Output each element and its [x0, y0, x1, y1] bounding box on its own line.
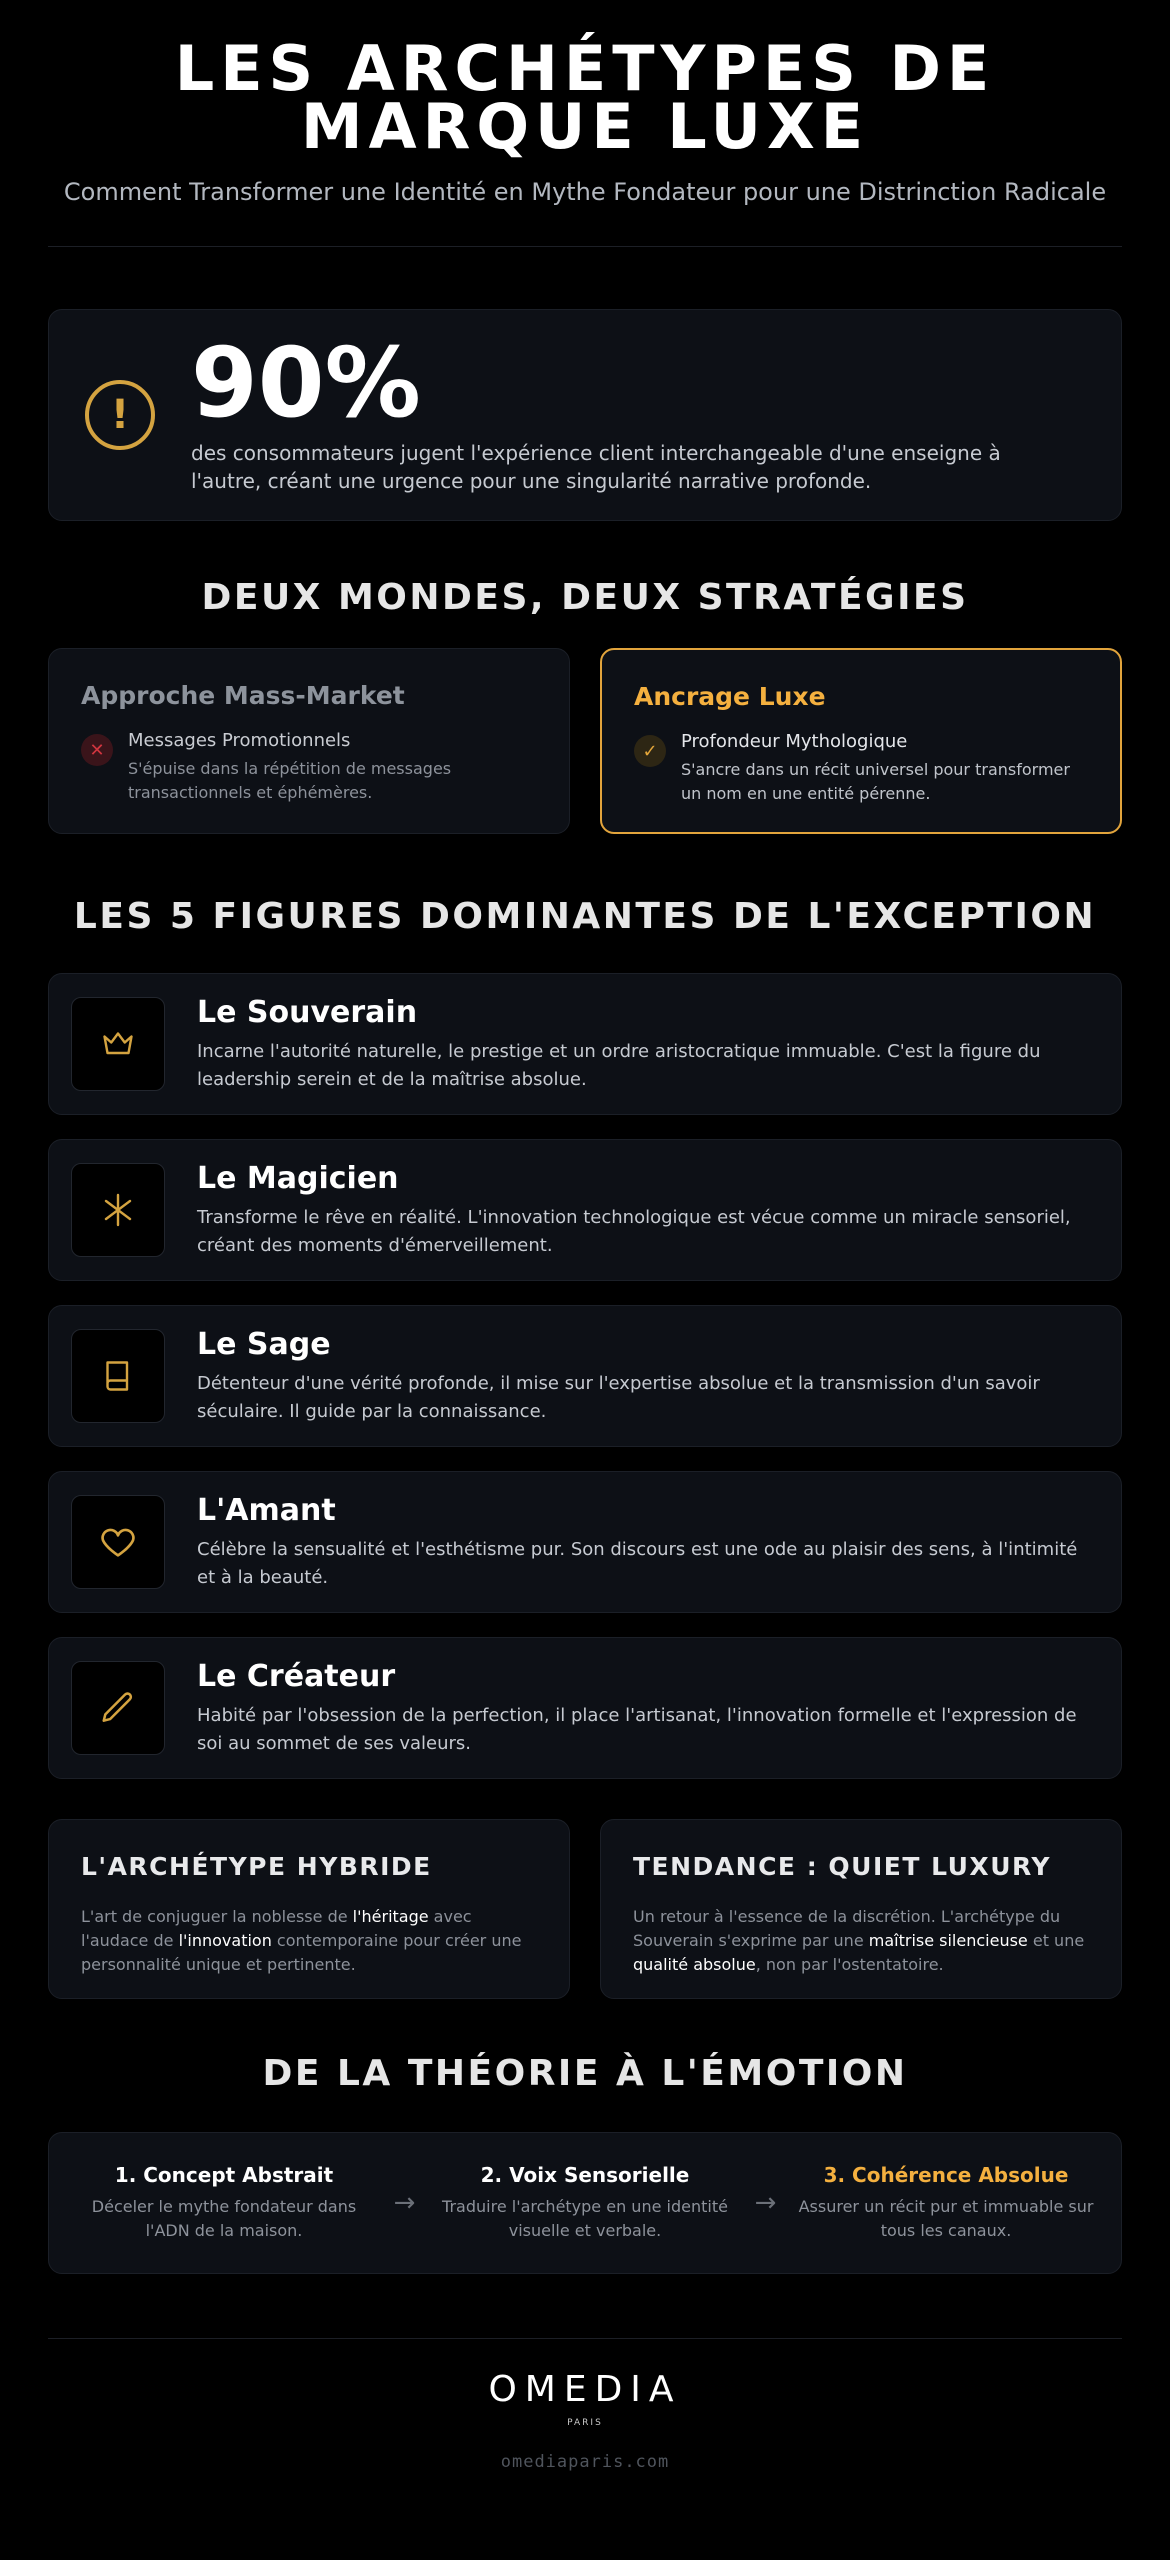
luxe-card — [600, 648, 1122, 834]
figure-name: Le Sage — [197, 1326, 331, 1362]
stat-description: des consommateurs jugent l'expérience client interchangeable d'une enseigne à l'autre, créant une urgence pour une singularité narrative profonde. — [191, 441, 1001, 493]
step-description: Traduire l'archétype en une identité visuelle et verbale. — [442, 2197, 728, 2240]
arrow-right-icon: → — [393, 2188, 416, 2218]
figure-card — [48, 1637, 1122, 1779]
luxe-item-desc: S'ancre dans un récit universel pour transformer un nom en une entité pérenne. — [681, 760, 1070, 803]
quiet-luxury-title: TENDANCE : QUIET LUXURY — [633, 1852, 1051, 1881]
process-step — [69, 2163, 379, 2243]
process-steps — [48, 2132, 1122, 2274]
website-link[interactable]: omediaparis.com — [500, 2452, 670, 2472]
arrow-right-icon: → — [754, 2188, 777, 2218]
figure-name: Le Magicien — [197, 1160, 399, 1196]
strategy-comparison — [48, 648, 1122, 834]
figure-card — [48, 1305, 1122, 1447]
figure-name: Le Souverain — [197, 994, 418, 1030]
check-icon: ✓ — [634, 735, 666, 767]
step-description: Déceler le mythe fondateur dans l'ADN de la maison. — [91, 2197, 357, 2240]
quiet-luxury-text: Un retour à l'essence de la discrétion. L'archétype du Souverain s'exprime par une maîtrise silencieuse et une qualité absolue, non par l'ostentatoire. — [633, 1907, 1085, 1974]
alert-circle-icon: ! — [85, 380, 155, 450]
figure-description: Transforme le rêve en réalité. L'innovation technologique est vécue comme un miracle sensoriel, créant des moments d'émerveillement. — [197, 1206, 1071, 1256]
book-icon — [71, 1329, 165, 1423]
pen-icon — [71, 1661, 165, 1755]
figure-description: Habité par l'obsession de la perfection, il place l'artisanat, l'innovation formelle et l'expression de soi au sommet de ses valeurs. — [197, 1704, 1077, 1754]
brand-city: PARIS — [567, 2418, 603, 2428]
divider — [48, 246, 1122, 247]
crown-icon — [71, 997, 165, 1091]
stat-card — [48, 309, 1122, 521]
mass-market-title: Approche Mass-Market — [81, 681, 405, 710]
page-subtitle: Comment Transformer une Identité en Mythe Fondateur pour une Distrinction Radicale — [63, 178, 1107, 206]
step-title: 1. Concept Abstrait — [114, 2163, 334, 2187]
figure-name: L'Amant — [197, 1492, 336, 1528]
section-title-figures: LES 5 FIGURES DOMINANTES DE L'EXCEPTION — [73, 896, 1097, 937]
figure-card — [48, 1471, 1122, 1613]
hero — [48, 0, 1122, 206]
step-title: 2. Voix Sensorielle — [480, 2163, 690, 2187]
heart-icon — [71, 1495, 165, 1589]
process-step — [430, 2163, 740, 2243]
hybrid-card — [48, 1819, 570, 1999]
step-title: 3. Cohérence Absolue — [823, 2163, 1069, 2187]
step-description: Assurer un récit pur et immuable sur tous les canaux. — [798, 2197, 1094, 2240]
figure-description: Incarne l'autorité naturelle, le prestige et un ordre aristocratique immuable. C'est la figure du leadership serein et de la maîtrise absolue. — [197, 1040, 1041, 1090]
brand-logo: OMEDIA — [488, 2369, 682, 2410]
luxe-item-title: Profondeur Mythologique — [681, 731, 908, 752]
figure-name: Le Créateur — [197, 1658, 396, 1694]
luxe-title: Ancrage Luxe — [634, 682, 826, 711]
section-title-process: DE LA THÉORIE À L'ÉMOTION — [262, 2053, 908, 2094]
process-step — [791, 2163, 1101, 2243]
figure-card — [48, 973, 1122, 1115]
mass-market-item-desc: S'épuise dans la répétition de messages transactionnels et éphémères. — [128, 759, 452, 802]
hybrid-title: L'ARCHÉTYPE HYBRIDE — [81, 1852, 432, 1881]
sparkle-icon — [71, 1163, 165, 1257]
title-line-1: LES ARCHÉTYPES DE — [174, 32, 996, 105]
mass-market-card — [48, 648, 570, 834]
section-title-strategies: DEUX MONDES, DEUX STRATÉGIES — [201, 577, 969, 618]
page-title — [48, 32, 1122, 163]
trend-cards — [48, 1819, 1122, 1999]
x-icon: ✕ — [81, 734, 113, 766]
figure-card — [48, 1139, 1122, 1281]
title-line-2: MARQUE LUXE — [300, 90, 870, 163]
quiet-luxury-card — [600, 1819, 1122, 1999]
hybrid-text: L'art de conjuguer la noblesse de l'héritage avec l'audace de l'innovation contemporaine pour créer une personnalité unique et pertinente. — [81, 1907, 522, 1974]
stat-value: 90% — [191, 327, 421, 439]
divider — [48, 2338, 1122, 2339]
figure-description: Détenteur d'une vérité profonde, il mise sur l'expertise absolue et la transmission d'un savoir séculaire. Il guide par la connaissance. — [197, 1372, 1040, 1422]
footer — [48, 2369, 1122, 2472]
figure-description: Célèbre la sensualité et l'esthétisme pur. Son discours est une ode au plaisir des sens, à l'intimité et à la beauté. — [197, 1538, 1078, 1588]
mass-market-item-title: Messages Promotionnels — [128, 730, 351, 751]
